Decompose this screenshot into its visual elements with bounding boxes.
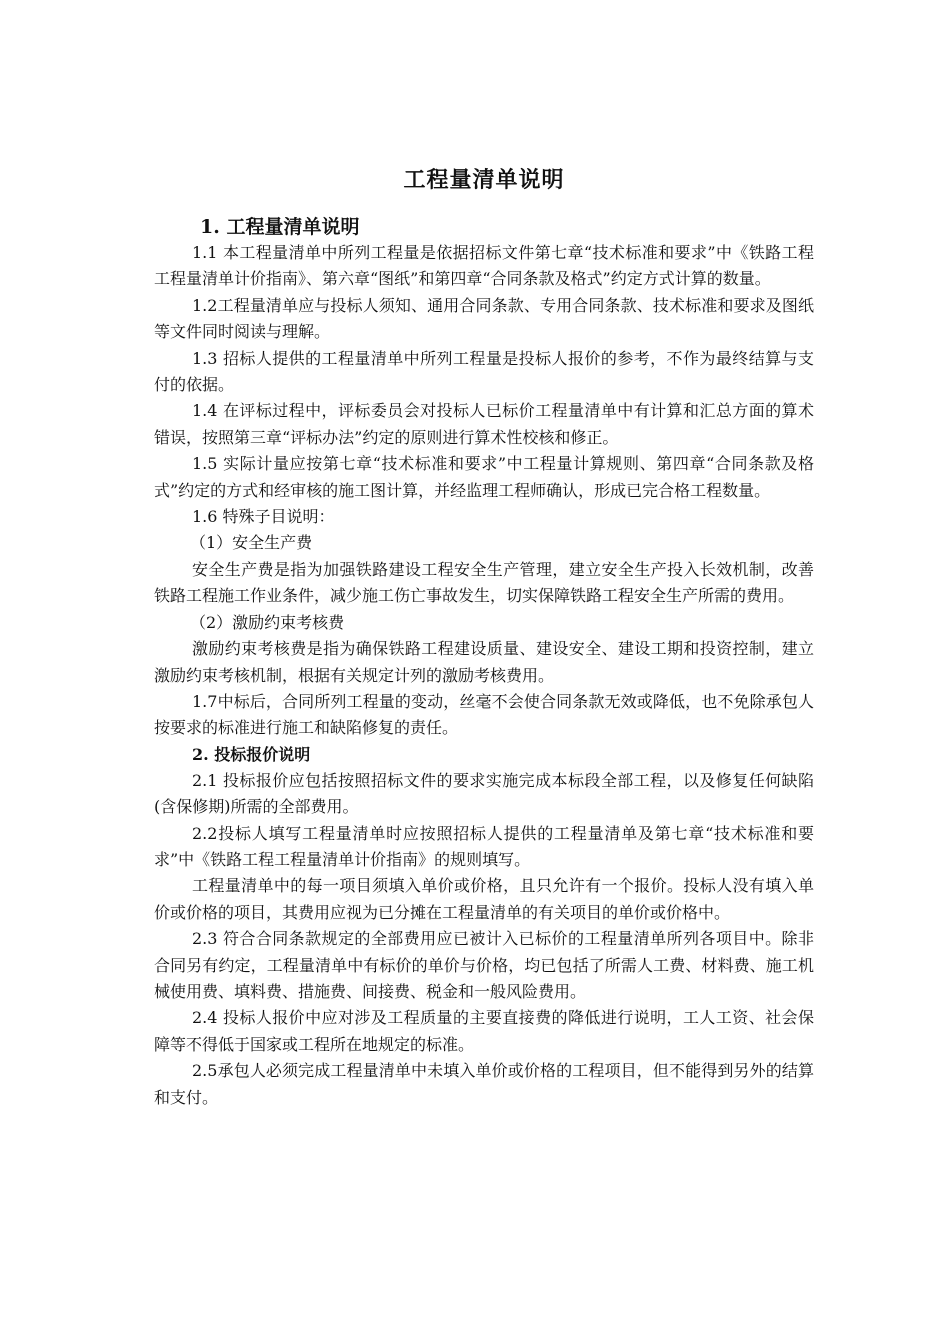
paragraph-2-1: 2.1 投标报价应包括按照招标文件的要求实施完成本标段全部工程，以及修复任何缺陷(含保修期)所需的全部费用。 [154, 770, 814, 817]
section-2-heading: 2. 投标报价说明 [192, 744, 311, 764]
paragraph-1-6: 1.6 特殊子目说明： [192, 507, 335, 527]
paragraph-1-7: 1.7中标后，合同所列工程量的变动，丝毫不会使合同条款无效或降低，也不免除承包人按要求的标准进行施工和缺陷修复的责任。 [154, 691, 814, 738]
item-2-title: （2）激励约束考核费 [190, 612, 345, 632]
item-2-text: 激励约束考核费是指为确保铁路工程建设质量、建设安全、建设工期和投资控制，建立激励约束考核机制，根据有关规定计列的激励考核费用。 [154, 639, 814, 685]
paragraph-1-5: 1.5 实际计量应按第七章“技术标准和要求”中工程量计算规则、第四章“合同条款及格式”约定的方式和经审核的施工图计算，并经监理工程师确认，形成已完合格工程数量。 [154, 454, 814, 500]
paragraph-2-5: 2.5承包人必须完成工程量清单中未填入单价或价格的工程项目，但不能得到另外的结算和支付。 [154, 1061, 814, 1107]
document-page [154, 164, 814, 1111]
paragraph-2-2b: 工程量清单中的每一项目须填入单价或价格，且只允许有一个报价。投标人没有填入单价或价格的项目，其费用应视为已分摊在工程量清单的有关项目的单价或价格中。 [154, 876, 814, 922]
item-1-text: 安全生产费是指为加强铁路建设工程安全生产管理，建立安全生产投入长效机制，改善铁路工程施工作业条件，减少施工伤亡事故发生，切实保障铁路工程安全生产所需的费用。 [154, 559, 814, 606]
paragraph-2-2: 2.2投标人填写工程量清单时应按照招标人提供的工程量清单及第七章“技术标准和要求”中《铁路工程工程量清单计价指南》的规则填写。 [154, 823, 814, 869]
paragraph-1-4: 1.4 在评标过程中，评标委员会对投标人已标价工程量清单中有计算和汇总方面的算术错误，按照第三章“评标办法”约定的原则进行算术性校核和修正。 [154, 401, 814, 447]
paragraph-2-4: 2.4 投标人报价中应对涉及工程质量的主要直接费的降低进行说明，工人工资、社会保障等不得低于国家或工程所在地规定的标准。 [154, 1008, 814, 1054]
paragraph-1-1: 1.1 本工程量清单中所列工程量是依据招标文件第七章“技术标准和要求”中《铁路工程工程量清单计价指南》、第六章“图纸”和第四章“合同条款及格式”约定方式计算的数量。 [154, 243, 814, 289]
document-title: 工程量清单说明 [403, 167, 565, 193]
paragraph-1-2: 1.2工程量清单应与投标人须知、通用合同条款、专用合同条款、技术标准和要求及图纸等文件同时阅读与理解。 [154, 295, 814, 342]
paragraph-1-3: 1.3 招标人提供的工程量清单中所列工程量是投标人报价的参考，不作为最终结算与支付的依据。 [154, 348, 814, 395]
section-1-heading: 1. 工程量清单说明 [200, 216, 360, 238]
item-1-title: （1）安全生产费 [190, 533, 313, 553]
paragraph-2-3: 2.3 符合合同条款规定的全部费用应已被计入已标价的工程量清单所列各项目中。除非合同另有约定，工程量清单中有标价的单价与价格，均已包括了所需人工费、材料费、施工机械使用费、填料费、措施费、间接费、税金和一般风险费用。 [154, 929, 814, 1001]
